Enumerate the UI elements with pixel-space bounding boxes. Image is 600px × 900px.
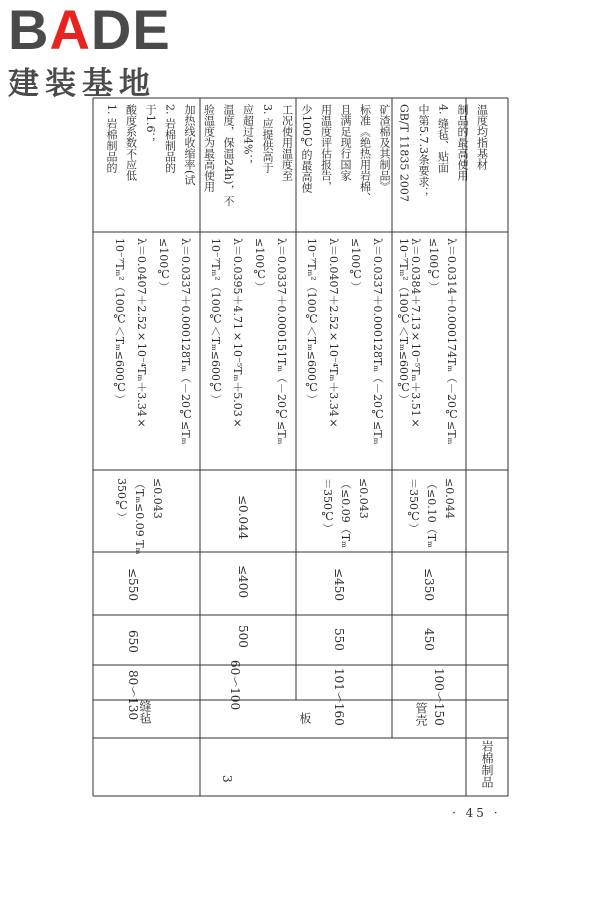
formula-board1-line4: 10⁻⁷Tₘ²（100℃＜Tₘ≤600℃） [209,238,222,405]
formula-board1-line1: λ＝0.0337＋0.000151Tₘ（－20℃≤Tₘ [275,238,288,445]
note-line: 少100℃的最高使 [300,104,313,193]
density-board1: 60～100 [228,660,242,711]
sequence-number: 3 [220,775,234,783]
note-line: 酸度系数不应低 [124,104,138,181]
conductivity-pipe: ≤0.044（≤0.10（Tₘ＝350℃） [407,478,456,548]
note-line: 标准《绝热用岩棉、 [358,104,372,203]
note-line: 温度，保温24h)，不 [222,104,235,207]
note-line: 加热线收缩率(试 [183,104,196,186]
note-line: 用温度评估报告， [319,104,333,192]
note-line: 应超过4%； [241,104,255,166]
formula-pipe-line4: 10⁻⁷Tₘ²（100℃＜Tₘ≤600℃） [397,238,410,405]
note-line: 且满足现行国家 [339,104,352,181]
max-temp-board2: 550 [332,628,346,651]
temp-limit-board2: ≤450 [332,568,346,601]
note-line: 1. 岩棉制品的 [105,104,118,173]
note-line: 4. 缝毡、贴面 [436,104,450,173]
formula-pipe-line1: λ＝0.0314＋0.000174Tₘ（－20℃≤Tₘ [445,238,458,445]
density-pipe: 100～150 [432,668,446,726]
formula-board1-line3: λ＝0.0395＋4.71×10⁻⁵Tₘ＋5.03× [231,238,244,430]
material-label: 岩棉制品 [480,740,494,788]
formula-felt-line2: ≤100℃） [157,238,170,293]
note-line: GB/T 11835 2007 [397,104,411,202]
formula-felt-line1: λ＝0.0337＋0.000128Tₘ（－20℃≤Tₘ [179,238,192,445]
temp-limit-board1: ≤400 [236,565,250,598]
formula-pipe-line2: ≤100℃） [427,238,440,293]
temp-limit-felt: ≤550 [126,568,140,601]
formula-board2-line3: λ＝0.0407＋2.52×10⁻⁴Tₘ＋3.34× [327,238,340,430]
note-line: 温度均指基材 [475,104,489,170]
formula-board2-line2: ≤100℃） [349,238,362,293]
formula-pipe-line3: λ＝0.0384＋7.13×10⁻⁵Tₘ＋3.51× [409,238,422,430]
max-temp-felt: 650 [126,630,140,653]
group-board-label: 板 [298,712,312,724]
logo-chinese-text: 建装基地 [8,66,156,102]
note-line: 2. 岩棉制品的 [163,104,177,173]
conductivity-felt: ≤0.043（Tₘ≤0.09 Tₘ 350℃） [115,478,164,555]
conductivity-board2: ≤0.043（≤0.09（Tₘ＝350℃） [321,478,370,548]
formula-felt-line4: 10⁻⁷Tₘ²（100℃＜Tₘ≤600℃） [113,238,126,405]
formula-board1-line2: ≤100℃） [253,238,266,293]
note-line: 验温度为最高使用 [202,104,216,192]
note-line: 矿渣棉及其制品》 [378,104,391,192]
note-line: 于1.6； [144,104,157,144]
conductivity-board1: ≤0.044 [236,495,250,540]
page-number: · 45 · [452,806,501,820]
density-felt: 80～130 [126,670,140,721]
product-pipe-shell: 管壳 [414,702,428,726]
density-board2: 101～160 [332,668,346,726]
note-line: 中第5.7.3条要求； [417,104,430,198]
note-line: 3. 应提供高于 [261,104,274,173]
temp-limit-pipe: ≤350 [422,568,436,601]
product-felt: 缝毡 [138,700,152,724]
note-line: 工况使用温度至 [280,104,294,181]
logo-wordmark: BADE [8,0,171,61]
max-temp-board1: 500 [236,625,250,648]
formula-board2-line4: 10⁻⁷Tₘ²（100℃＜Tₘ≤600℃） [305,238,318,405]
formula-board2-line1: λ＝0.0337＋0.000128Tₘ（－20℃≤Tₘ [371,238,384,445]
max-temp-pipe: 450 [422,628,436,651]
formula-felt-line3: λ＝0.0407＋2.52×10⁻⁴Tₘ＋3.34× [135,238,148,430]
note-line: 制品的最高使用 [456,104,469,181]
